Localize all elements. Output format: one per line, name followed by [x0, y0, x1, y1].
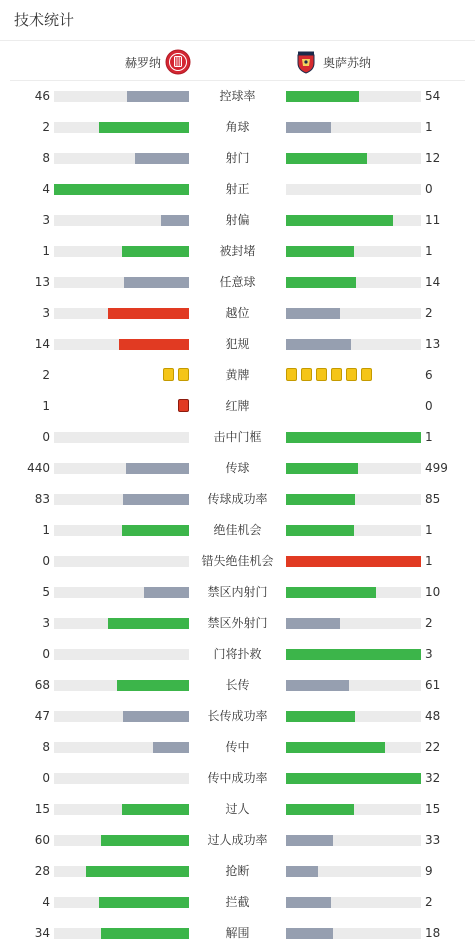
home-stat-value: 46: [34, 89, 50, 103]
away-stat-value: 33: [425, 833, 441, 847]
home-stat-bar: [54, 184, 189, 195]
home-stat-bar-fill: [144, 587, 189, 598]
away-stat-value: 22: [425, 740, 441, 754]
away-stat-value: 3: [425, 647, 433, 661]
stat-label: 射门: [225, 151, 250, 165]
home-stat-bar: [54, 773, 189, 784]
home-stat-bar-fill: [108, 618, 189, 629]
away-stat-value: 48: [425, 709, 441, 723]
away-stat-value: 12: [425, 151, 441, 165]
stat-row: [0, 81, 475, 112]
home-stat-bar: [54, 804, 189, 815]
yellow-card-icon: [178, 368, 189, 381]
yellow-card-icon: [301, 368, 312, 381]
stat-row: [0, 887, 475, 918]
stat-row: [0, 918, 475, 949]
stat-row: [0, 670, 475, 701]
stat-row: [0, 794, 475, 825]
away-stat-bar: [286, 215, 421, 226]
stat-label: 犯规: [225, 337, 250, 351]
yellow-card-icon: [331, 368, 342, 381]
stat-row: [0, 763, 475, 794]
away-stat-value: 11: [425, 213, 441, 227]
away-stat-value: 13: [425, 337, 441, 351]
away-stat-value: 14: [425, 275, 441, 289]
away-stat-value: 0: [425, 399, 433, 413]
stat-label: 错失绝佳机会: [201, 554, 274, 568]
away-stat-bar: [286, 804, 421, 815]
away-stat-bar: [286, 308, 421, 319]
away-stat-bar-fill: [286, 928, 333, 939]
home-stat-value: 1: [42, 399, 50, 413]
away-stat-value: 0: [425, 182, 433, 196]
home-stat-bar: [54, 153, 189, 164]
home-stat-value: 15: [34, 802, 50, 816]
away-stat-bar: [286, 587, 421, 598]
home-stat-bar-fill: [108, 308, 189, 319]
stat-label: 任意球: [219, 275, 256, 289]
stat-label: 禁区外射门: [207, 616, 268, 630]
home-stat-bar-fill: [161, 215, 189, 226]
home-stat-bar: [54, 680, 189, 691]
away-stat-bar-fill: [286, 804, 354, 815]
yellow-card-icon: [163, 368, 174, 381]
away-stat-value: 1: [425, 430, 433, 444]
home-stat-bar-fill: [54, 184, 189, 195]
away-stat-value: 499: [425, 461, 448, 475]
home-stat-bar-fill: [124, 277, 189, 288]
away-stat-bar: [286, 463, 421, 474]
away-team-name: 奥萨苏纳: [323, 55, 372, 70]
away-stat-bar-fill: [286, 773, 421, 784]
away-stat-bar-fill: [286, 711, 355, 722]
away-stat-bar: [286, 432, 421, 443]
stat-label: 解围: [225, 926, 250, 940]
home-stat-bar-fill: [122, 246, 190, 257]
stat-label: 角球: [225, 120, 250, 134]
home-stat-bar-fill: [117, 680, 189, 691]
stat-row: [0, 174, 475, 205]
home-stat-value: 60: [34, 833, 50, 847]
home-stat-value: 0: [42, 430, 50, 444]
osasuna-crest-icon: [293, 49, 319, 75]
away-stat-bar-fill: [286, 91, 359, 102]
home-stat-value: 34: [34, 926, 50, 940]
away-stat-bar-fill: [286, 339, 351, 350]
stat-row: [0, 484, 475, 515]
home-stat-bar: [54, 277, 189, 288]
home-stat-value: 8: [42, 740, 50, 754]
away-stat-value: 2: [425, 895, 433, 909]
stat-label: 红牌: [225, 399, 250, 413]
home-stat-bar-fill: [123, 711, 189, 722]
away-stat-bar-fill: [286, 463, 358, 474]
stat-row: [0, 329, 475, 360]
stat-label: 拦截: [225, 895, 250, 909]
away-stat-bar: [286, 928, 421, 939]
stat-row: [0, 267, 475, 298]
away-stat-bar: [286, 556, 421, 567]
away-stat-bar-fill: [286, 587, 376, 598]
yellow-card-icon: [361, 368, 372, 381]
home-stat-bar: [54, 246, 189, 257]
stat-row: [0, 825, 475, 856]
home-stat-value: 83: [34, 492, 50, 506]
away-stat-bar: [286, 897, 421, 908]
away-stat-bar-fill: [286, 742, 385, 753]
home-stat-bar: [54, 618, 189, 629]
home-stat-bar: [54, 587, 189, 598]
away-stat-bar: [286, 773, 421, 784]
away-stat-bar: [286, 835, 421, 846]
away-stat-bar: [286, 153, 421, 164]
stat-row: [0, 112, 475, 143]
away-stat-bar: [286, 339, 421, 350]
away-stat-value: 54: [425, 89, 441, 103]
stat-label: 传球: [225, 461, 250, 475]
yellow-card-icon: [286, 368, 297, 381]
home-stat-value: 0: [42, 554, 50, 568]
home-stat-value: 3: [42, 616, 50, 630]
away-stat-bar-fill: [286, 897, 331, 908]
home-stat-value: 1: [42, 244, 50, 258]
stat-label: 绝佳机会: [213, 523, 262, 537]
home-stat-bar-fill: [153, 742, 189, 753]
home-stat-value: 4: [42, 895, 50, 909]
away-stat-bar-fill: [286, 246, 354, 257]
stat-label: 传球成功率: [207, 492, 268, 506]
stat-row: [0, 205, 475, 236]
home-stat-bar: [54, 525, 189, 536]
away-stat-value: 1: [425, 120, 433, 134]
stat-label: 控球率: [219, 89, 256, 103]
home-team[interactable]: [125, 44, 191, 80]
away-stat-bar: [286, 742, 421, 753]
stat-row: [0, 856, 475, 887]
away-stat-bar: [286, 184, 421, 195]
stat-label: 传中成功率: [207, 771, 268, 785]
home-stat-bar-fill: [86, 866, 189, 877]
stat-label: 长传成功率: [207, 709, 268, 723]
home-stat-value: 14: [34, 337, 50, 351]
away-stat-bar: [286, 711, 421, 722]
home-stat-value: 4: [42, 182, 50, 196]
stat-row: [0, 422, 475, 453]
home-stat-bar-fill: [122, 804, 190, 815]
home-stat-bar: [54, 215, 189, 226]
away-stat-bar: [286, 525, 421, 536]
stat-label: 长传: [225, 678, 250, 692]
stat-label: 过人成功率: [207, 833, 268, 847]
away-stat-bar-fill: [286, 680, 349, 691]
stat-row: [0, 360, 475, 391]
home-team-name: 赫罗纳: [125, 55, 162, 70]
away-stat-value: 15: [425, 802, 441, 816]
stat-row: [0, 515, 475, 546]
title-divider: [0, 40, 475, 41]
home-stat-value: 28: [34, 864, 50, 878]
stat-label: 射正: [225, 182, 250, 196]
away-stat-bar: [286, 277, 421, 288]
away-stat-value: 85: [425, 492, 441, 506]
stat-row: [0, 298, 475, 329]
away-stat-bar-fill: [286, 556, 421, 567]
away-team[interactable]: [293, 44, 371, 80]
home-stat-value: 440: [27, 461, 50, 475]
away-stat-bar: [286, 246, 421, 257]
away-stat-value: 6: [425, 368, 433, 382]
home-stat-bar: [54, 866, 189, 877]
home-stat-bar: [54, 742, 189, 753]
stat-label: 越位: [225, 306, 250, 320]
stat-row: [0, 577, 475, 608]
home-stat-value: 2: [42, 120, 50, 134]
away-stat-bar-fill: [286, 153, 367, 164]
home-stat-value: 68: [34, 678, 50, 692]
home-stat-value: 2: [42, 368, 50, 382]
home-stat-value: 5: [42, 585, 50, 599]
away-stat-value: 32: [425, 771, 441, 785]
stat-row: [0, 143, 475, 174]
away-stat-bar-fill: [286, 494, 355, 505]
away-stat-value: 1: [425, 554, 433, 568]
page-title: 技术统计: [14, 11, 75, 29]
home-stat-bar: [54, 835, 189, 846]
away-stat-bar: [286, 91, 421, 102]
home-stat-bar-fill: [99, 122, 189, 133]
stat-label: 抢断: [225, 864, 250, 878]
stat-row: [0, 608, 475, 639]
away-stat-bar: [286, 618, 421, 629]
home-stat-bar: [54, 711, 189, 722]
home-stat-bar-fill: [101, 835, 189, 846]
away-stat-bar: [286, 494, 421, 505]
home-stat-value: 0: [42, 771, 50, 785]
home-stat-bar-fill: [122, 525, 190, 536]
yellow-card-icon: [316, 368, 327, 381]
home-stat-bar: [54, 122, 189, 133]
home-yellow-cards: [163, 368, 189, 382]
away-stat-value: 18: [425, 926, 441, 940]
stats-table: [0, 81, 475, 949]
stat-row: [0, 639, 475, 670]
home-stat-bar-fill: [119, 339, 189, 350]
home-stat-value: 47: [34, 709, 50, 723]
home-stat-bar: [54, 308, 189, 319]
home-stat-bar: [54, 339, 189, 350]
away-stat-bar-fill: [286, 308, 340, 319]
away-stat-bar-fill: [286, 525, 354, 536]
home-stat-bar: [54, 649, 189, 660]
home-stat-bar-fill: [101, 928, 189, 939]
home-stat-value: 3: [42, 306, 50, 320]
home-stat-bar: [54, 91, 189, 102]
home-stat-bar-fill: [135, 153, 189, 164]
stat-row: [0, 701, 475, 732]
home-stat-bar: [54, 928, 189, 939]
home-stat-bar-fill: [127, 91, 189, 102]
stat-label: 过人: [225, 802, 250, 816]
team-header: [0, 44, 475, 80]
stat-label: 击中门框: [213, 430, 262, 444]
away-stat-bar-fill: [286, 618, 340, 629]
stat-label: 黄牌: [225, 368, 250, 382]
home-stat-bar: [54, 494, 189, 505]
stat-label: 传中: [225, 740, 250, 754]
away-stat-value: 2: [425, 616, 433, 630]
away-stat-value: 9: [425, 864, 433, 878]
stat-row: [0, 236, 475, 267]
away-stat-bar-fill: [286, 122, 331, 133]
home-stat-value: 3: [42, 213, 50, 227]
yellow-card-icon: [346, 368, 357, 381]
girona-crest-icon: [165, 49, 191, 75]
away-stat-bar-fill: [286, 215, 393, 226]
home-stat-bar: [54, 556, 189, 567]
home-stat-bar-fill: [99, 897, 189, 908]
home-stat-bar-fill: [123, 494, 189, 505]
home-stat-value: 13: [34, 275, 50, 289]
stat-label: 门将扑救: [213, 647, 262, 661]
home-stat-bar: [54, 432, 189, 443]
stat-row: [0, 546, 475, 577]
home-stat-bar-fill: [126, 463, 189, 474]
red-card-icon: [178, 399, 189, 412]
stat-row: [0, 732, 475, 763]
away-yellow-cards: [286, 368, 372, 382]
away-stat-value: 1: [425, 523, 433, 537]
away-stat-bar-fill: [286, 835, 333, 846]
away-stat-value: 10: [425, 585, 441, 599]
away-stat-value: 2: [425, 306, 433, 320]
home-stat-value: 1: [42, 523, 50, 537]
away-stat-bar-fill: [286, 866, 318, 877]
stat-row: [0, 453, 475, 484]
away-stat-bar-fill: [286, 649, 421, 660]
home-stat-bar: [54, 897, 189, 908]
away-stat-bar: [286, 866, 421, 877]
home-stat-value: 0: [42, 647, 50, 661]
away-stat-bar-fill: [286, 277, 356, 288]
home-stat-value: 8: [42, 151, 50, 165]
away-stat-bar: [286, 122, 421, 133]
away-stat-value: 1: [425, 244, 433, 258]
away-stat-bar: [286, 649, 421, 660]
away-stat-value: 61: [425, 678, 441, 692]
home-red-cards: [178, 399, 189, 413]
stat-label: 被封堵: [219, 244, 256, 258]
stat-label: 禁区内射门: [207, 585, 268, 599]
stat-label: 射偏: [225, 213, 250, 227]
home-stat-bar: [54, 463, 189, 474]
stat-row: [0, 391, 475, 422]
away-stat-bar: [286, 680, 421, 691]
away-stat-bar-fill: [286, 432, 421, 443]
